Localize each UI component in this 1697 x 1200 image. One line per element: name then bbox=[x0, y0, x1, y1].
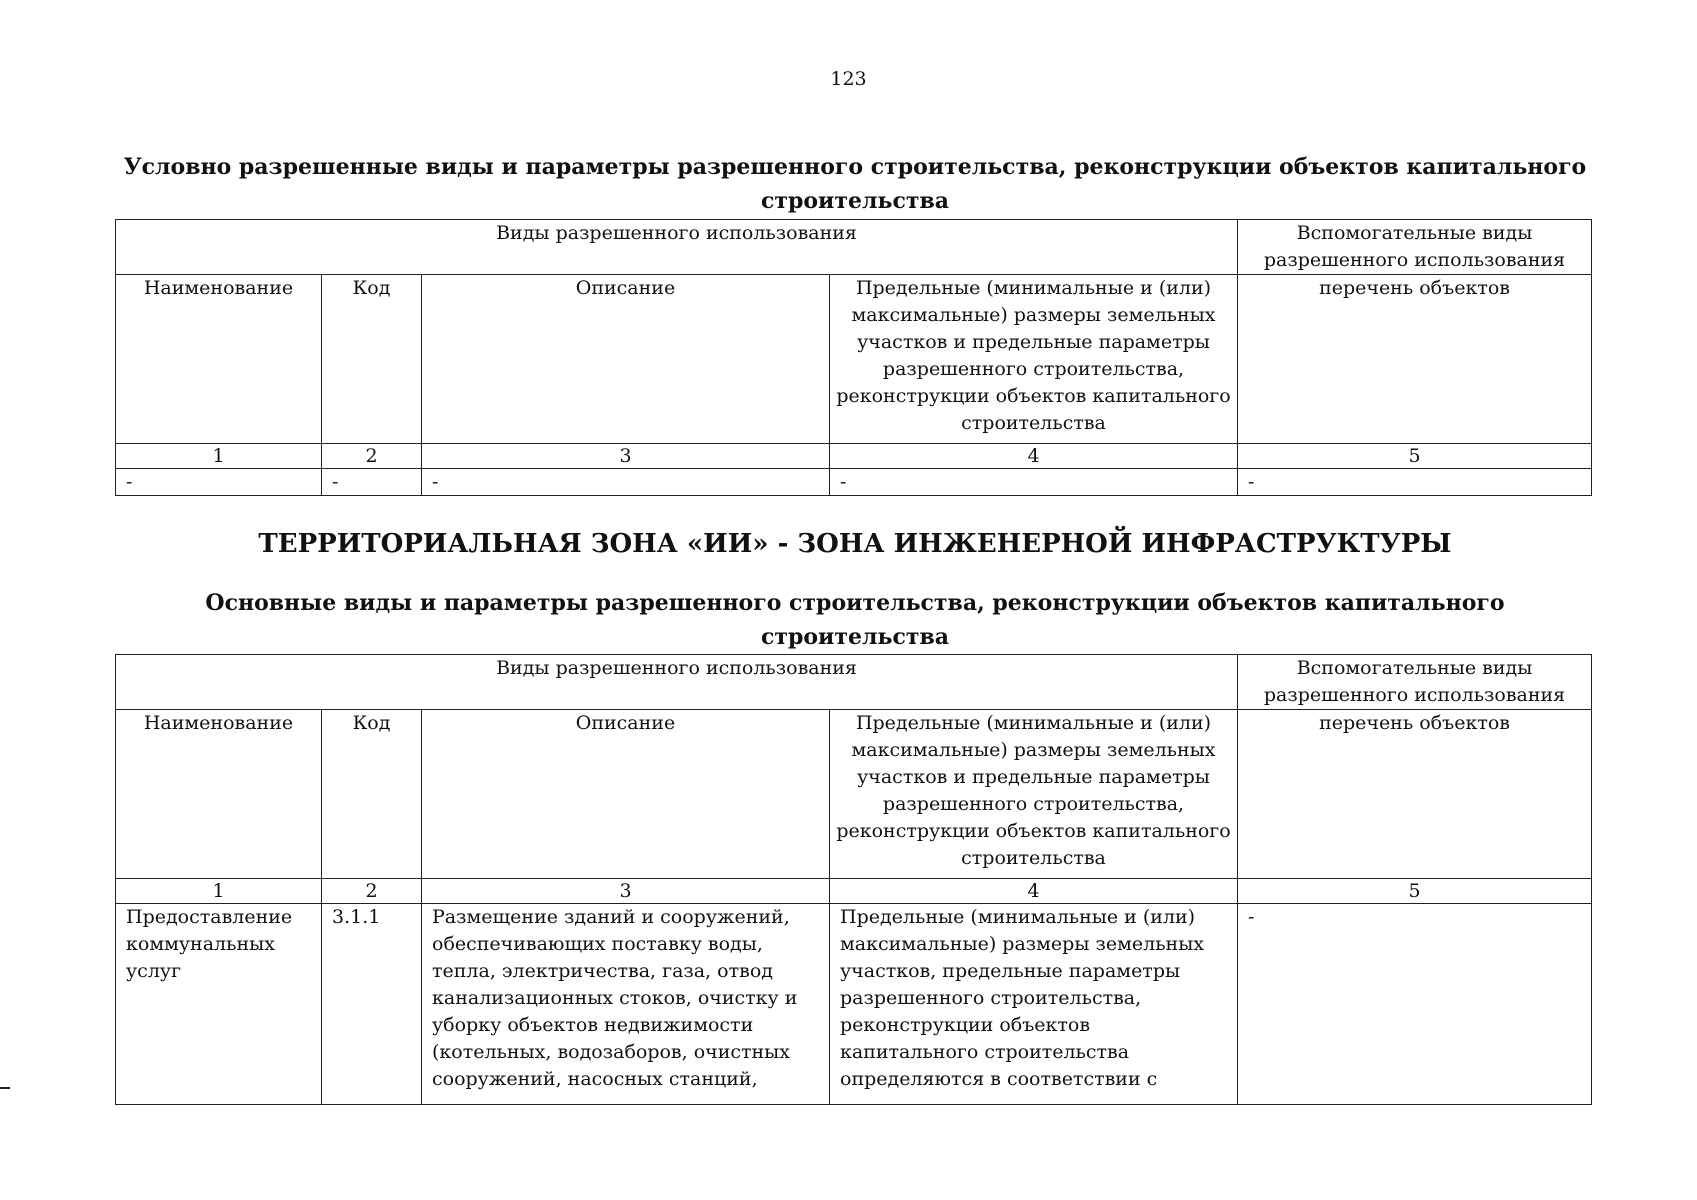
cell-desc: - bbox=[422, 469, 830, 496]
cell-limits: - bbox=[830, 469, 1238, 496]
cell-aux: - bbox=[1238, 469, 1592, 496]
cell-name: - bbox=[116, 469, 322, 496]
group-header: Виды разрешенного использования bbox=[116, 220, 1238, 275]
col-name-header: Наименование bbox=[116, 710, 322, 879]
cell-name: Предоставление коммунальных услуг bbox=[116, 904, 322, 1105]
section1-heading bbox=[115, 150, 1595, 218]
col-desc-header: Описание bbox=[422, 710, 830, 879]
col-number: 2 bbox=[322, 444, 422, 469]
col-limits-header: Предельные (минимальные и (или) максимальные) размеры земельных участков и предельные параметры разрешенного строительства, реконструкции объектов капитального строительства bbox=[830, 710, 1238, 879]
aux-header: Вспомогательные виды разрешенного использования bbox=[1238, 220, 1592, 275]
section2-heading-line2: строительства bbox=[760, 624, 950, 650]
col-number: 3 bbox=[422, 879, 830, 904]
aux-header: Вспомогательные виды разрешенного использования bbox=[1238, 655, 1592, 710]
col-name-header: Наименование bbox=[116, 275, 322, 444]
cell-aux: - bbox=[1238, 904, 1592, 1105]
table-row bbox=[116, 904, 1592, 1105]
col-number: 5 bbox=[1238, 444, 1592, 469]
col-number: 1 bbox=[116, 444, 322, 469]
col-number: 4 bbox=[830, 879, 1238, 904]
zone-title: ТЕРРИТОРИАЛЬНАЯ ЗОНА «ИИ» - ЗОНА ИНЖЕНЕРНОЙ ИНФРАСТРУКТУРЫ bbox=[258, 529, 1452, 559]
col-number: 1 bbox=[116, 879, 322, 904]
section1-heading-line1: Условно разрешенные виды и параметры разрешенного строительства, реконструкции объектов капитального bbox=[123, 154, 1587, 180]
margin-mark bbox=[0, 1087, 10, 1089]
col-limits-header: Предельные (минимальные и (или) максимальные) размеры земельных участков и предельные параметры разрешенного строительства, реконструкции объектов капитального строительства bbox=[830, 275, 1238, 444]
col-aux-list-header: перечень объектов bbox=[1238, 710, 1592, 879]
col-number: 4 bbox=[830, 444, 1238, 469]
section2-heading bbox=[115, 586, 1595, 654]
col-code-header: Код bbox=[322, 275, 422, 444]
cell-limits: Предельные (минимальные и (или) максимальные) размеры земельных участков, предельные параметры разрешенного строительства, реконструкции объектов капитального строительства определяются в соответствии с bbox=[830, 904, 1238, 1105]
table-row bbox=[116, 469, 1592, 496]
main-uses-table bbox=[115, 654, 1592, 1105]
section1-heading-line2: строительства bbox=[760, 188, 950, 214]
conditional-uses-table bbox=[115, 219, 1592, 496]
cell-code: - bbox=[322, 469, 422, 496]
col-number: 3 bbox=[422, 444, 830, 469]
page-number: 123 bbox=[830, 68, 867, 90]
cell-desc: Размещение зданий и сооружений, обеспечивающих поставку воды, тепла, электричества, газа, отвод канализационных стоков, очистку и уборку объектов недвижимости (котельных, водозаборов, очистных сооружений, насосных станций, bbox=[422, 904, 830, 1105]
group-header: Виды разрешенного использования bbox=[116, 655, 1238, 710]
cell-code: 3.1.1 bbox=[322, 904, 422, 1105]
col-aux-list-header: перечень объектов bbox=[1238, 275, 1592, 444]
col-number: 2 bbox=[322, 879, 422, 904]
col-desc-header: Описание bbox=[422, 275, 830, 444]
col-number: 5 bbox=[1238, 879, 1592, 904]
section2-heading-line1: Основные виды и параметры разрешенного строительства, реконструкции объектов капитального bbox=[205, 590, 1505, 616]
col-code-header: Код bbox=[322, 710, 422, 879]
